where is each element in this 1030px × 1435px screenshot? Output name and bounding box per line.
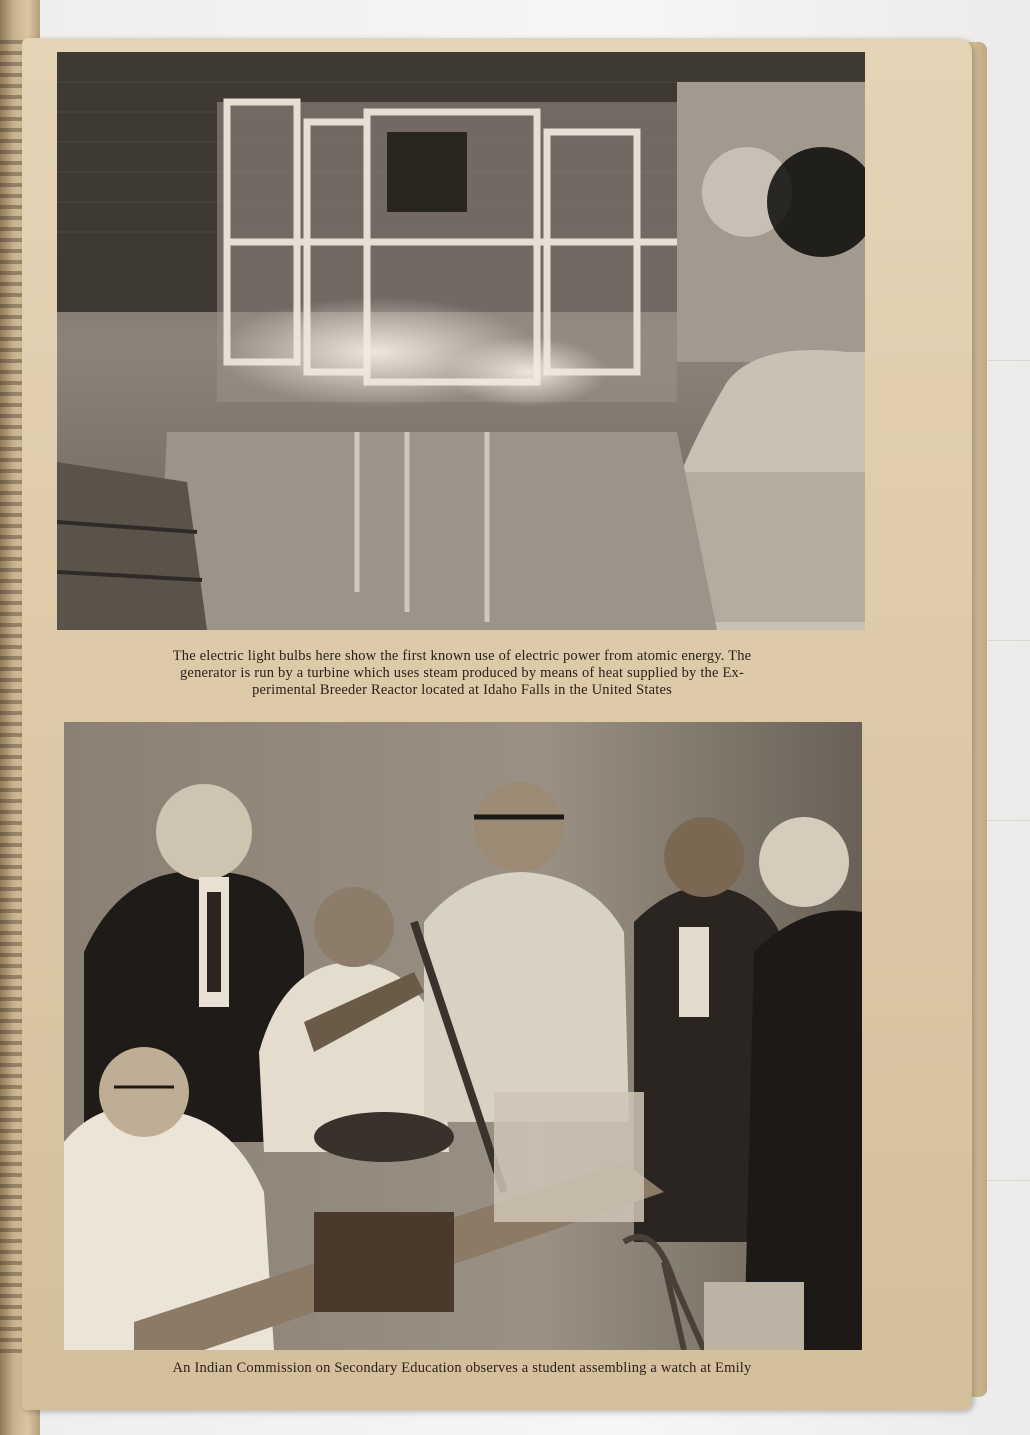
- commission-photo: [64, 722, 862, 1350]
- caption-line: generator is run by a turbine which uses steam produced by means of heat supplied by the Ex-: [179, 665, 744, 681]
- magazine-page: [22, 38, 972, 1410]
- caption-line: perimental Breeder Reactor located at Idaho Falls in the United States: [252, 682, 672, 698]
- caption-cut-off-line: [32, 1377, 892, 1387]
- caption-line: An Indian Commission on Secondary Education observes a student assembling a watch at Emily: [172, 1360, 752, 1376]
- reactor-photo: [57, 52, 865, 630]
- reactor-photo-caption: [32, 648, 892, 699]
- commission-photo-caption: [32, 1360, 892, 1387]
- caption-line: The electric light bulbs here show the first known use of electric power from atomic energy. The: [172, 648, 752, 664]
